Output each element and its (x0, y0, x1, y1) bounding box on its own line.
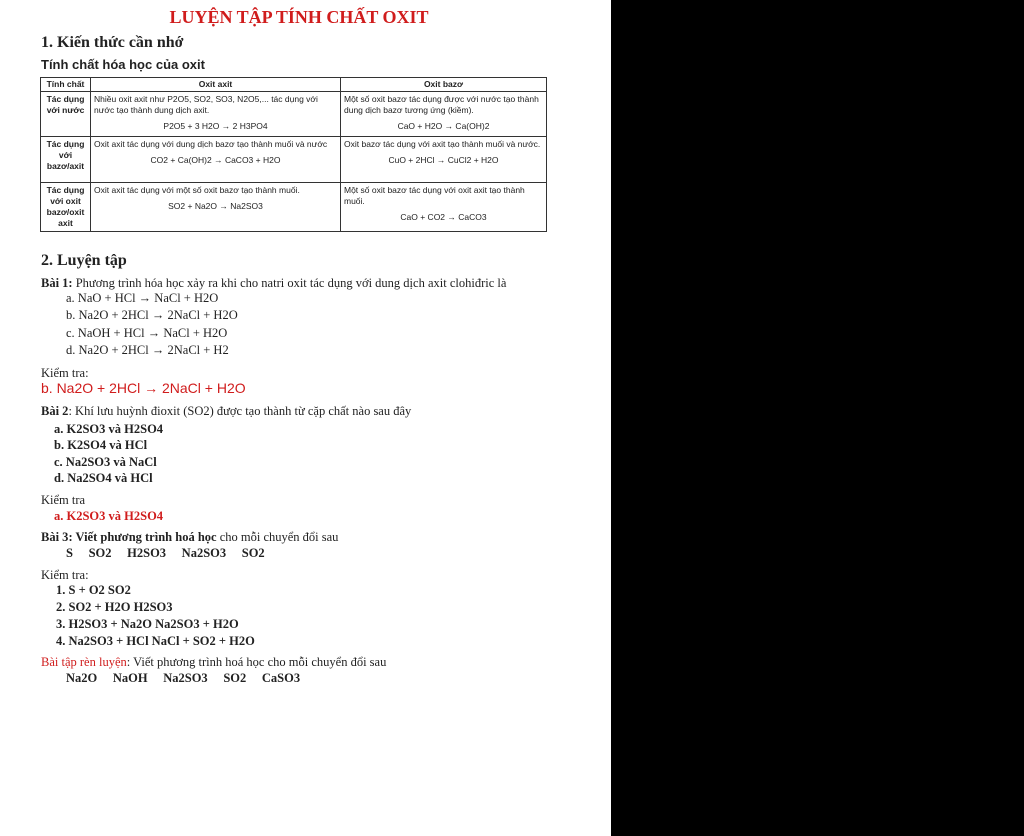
table-row-label: Tác dụng với oxit bazơ/oxit axit (41, 183, 91, 232)
page-title: LUYỆN TẬP TÍNH CHẤT OXIT (169, 7, 429, 27)
chain-item: S (66, 546, 73, 560)
cell-equation: CaO + CO2 → CaCO3 (400, 212, 487, 222)
cell-equation: CO2 + Ca(OH)2 → CaCO3 + H2O (150, 155, 281, 165)
question-1-option-b: b. Na2O + 2HCl → 2NaCl + H2O (66, 308, 238, 322)
question-1-option-c: c. NaOH + HCl → NaCl + H2O (66, 326, 228, 340)
table-cell (91, 183, 341, 232)
chain-item: Na2SO3 (163, 671, 208, 685)
question-1-check-label: Kiểm tra: (41, 366, 89, 380)
question-1-text: Phương trình hóa học xảy ra khi cho natri oxit tác dụng với dung dịch axit clohiđric là (75, 276, 507, 290)
table-title: Tính chất hóa học của oxit (41, 57, 205, 72)
chain-item: H2SO3 (127, 546, 167, 560)
section-heading-2: 2. Luyện tập (41, 252, 127, 269)
question-1-option-a: a. NaO + HCl → NaCl + H2O (66, 291, 219, 305)
chain-item: SO2 (223, 671, 247, 685)
cell-text: Một số oxit bazơ tác dụng được với nước tạo thành dung dịch bazơ tương ứng (kiềm). (344, 94, 539, 115)
question-2-option-d: d. Na2SO4 và HCl (54, 471, 153, 485)
section-heading-1: 1. Kiến thức cần nhớ (41, 34, 184, 51)
chain-item: Na2SO3 (181, 546, 227, 560)
cell-equation: SO2 + Na2O → Na2SO3 (168, 201, 263, 211)
question-3-label-rest: : Viết phương trình hoá học (68, 530, 217, 544)
cell-text: Một số oxit bazơ tác dụng với oxit axit tạo thành muối. (344, 185, 525, 206)
question-3 (41, 530, 338, 545)
practice-label: Bài tập rèn luyện (41, 655, 127, 669)
question-3-check-label: Kiểm tra: (41, 568, 89, 582)
table-header: Oxit axit (91, 78, 341, 92)
table-cell (341, 92, 547, 137)
table-row-label: Tác dụng với nước (41, 92, 91, 137)
chain-item: CaSO3 (261, 671, 301, 685)
question-2-option-c: c. Na2SO3 và NaCl (54, 455, 157, 469)
question-3-label: Bài 3 (41, 530, 69, 544)
empty-right-pane (611, 0, 1024, 836)
chain-item: NaOH (112, 671, 148, 685)
question-1-label: Bài 1: (41, 276, 73, 290)
cell-equation: CaO + H2O → Ca(OH)2 (397, 121, 490, 131)
table-cell (91, 137, 341, 183)
cell-equation: CuO + 2HCl → CuCl2 + H2O (388, 155, 499, 165)
table-cell (341, 137, 547, 183)
question-3-step: 2. SO2 + H2O H2SO3 (56, 600, 173, 614)
question-3-step: 1. S + O2 SO2 (56, 583, 131, 597)
cell-text: Oxit axit tác dụng với dung dịch bazơ tạo thành muối và nước (94, 139, 328, 149)
question-3-chain (66, 546, 265, 561)
oxide-properties-table (40, 77, 547, 232)
question-2-label: Bài 2 (41, 404, 69, 418)
question-2-check-label: Kiểm tra (41, 493, 86, 507)
question-3-text: cho mỗi chuyển đổi sau (216, 530, 339, 544)
cell-text: Nhiều oxit axit như P2O5, SO2, SO3, N2O5,... tác dụng với nước tạo thành dung dịch axit. (94, 94, 318, 115)
question-3-step: 4. Na2SO3 + HCl NaCl + SO2 + H2O (56, 634, 255, 648)
question-2-option-a: a. K2SO3 và H2SO4 (54, 422, 164, 436)
chain-item: SO2 (88, 546, 112, 560)
question-1-option-d: d. Na2O + 2HCl → 2NaCl + H2 (66, 343, 229, 357)
table-row-label: Tác dụng với bazơ/axit (41, 137, 91, 183)
table-cell (91, 92, 341, 137)
chain-item: Na2O (66, 671, 98, 685)
practice-exercise (41, 655, 386, 670)
practice-chain (66, 671, 300, 686)
chain-item: SO2 (241, 546, 265, 560)
question-1-answer: b. Na2O + 2HCl → 2NaCl + H2O (41, 380, 246, 396)
question-3-step: 3. H2SO3 + Na2O Na2SO3 + H2O (56, 617, 239, 631)
question-1 (41, 276, 506, 291)
cell-equation: P2O5 + 3 H2O → 2 H3PO4 (163, 121, 268, 131)
cell-text: Oxit axit tác dụng với một số oxit bazơ tạo thành muối. (94, 185, 300, 195)
question-2-answer: a. K2SO3 và H2SO4 (54, 509, 164, 523)
question-2-option-b: b. K2SO4 và HCl (54, 438, 148, 452)
table-header: Oxit bazơ (341, 78, 547, 92)
question-2-text: : Khí lưu huỳnh đioxit (SO2) được tạo thành từ cặp chất nào sau đây (68, 404, 412, 418)
table-cell (341, 183, 547, 232)
question-2 (41, 404, 411, 419)
practice-text: : Viết phương trình hoá học cho mỗi chuyển đổi sau (126, 655, 387, 669)
cell-text: Oxit bazơ tác dụng với axit tạo thành muối và nước. (344, 139, 541, 149)
table-header: Tính chất (41, 78, 91, 92)
